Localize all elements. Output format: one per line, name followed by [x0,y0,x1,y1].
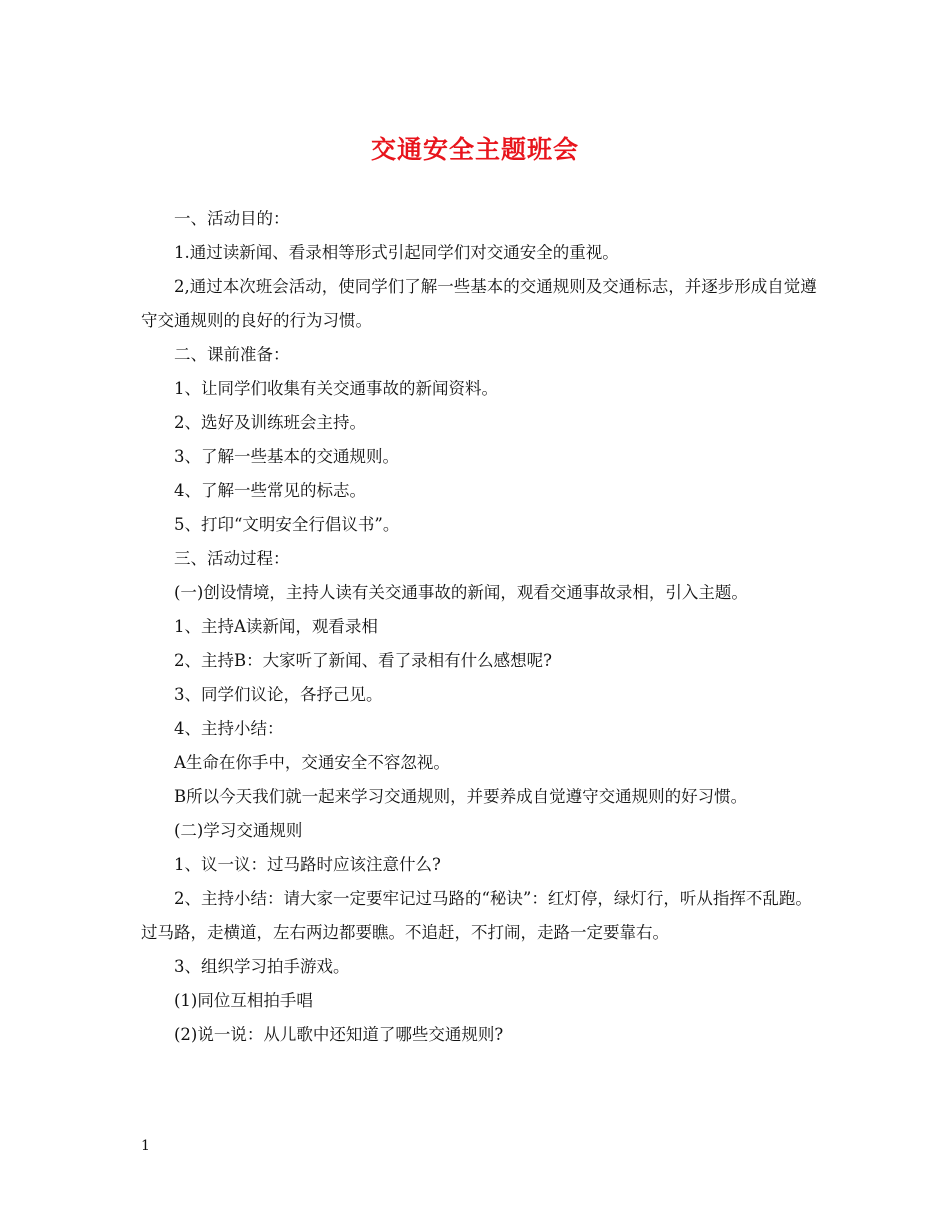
paragraph: A生命在你手中，交通安全不容忽视。 [174,753,450,772]
section-heading-process: 三、活动过程： [174,549,290,568]
paragraph: 3、同学们议论，各抒己见。 [174,685,383,704]
paragraph: 2、选好及训练班会主持。 [174,413,366,432]
section-heading-preparation: 二、课前准备： [174,345,290,364]
paragraph: 5、打印“文明安全行倡议书”。 [174,515,400,534]
paragraph: 1、主持A读新闻，观看录相 [174,617,378,636]
paragraph: 3、组织学习拍手游戏。 [174,957,350,976]
page-number: 1 [141,1138,150,1154]
paragraph: B所以今天我们就一起来学习交通规则，并要养成自觉遵守交通规则的好习惯。 [174,787,748,806]
paragraph: 1、让同学们收集有关交通事故的新闻资料。 [174,379,498,398]
paragraph: (二)学习交通规则 [174,821,303,840]
paragraph: 1、议一议：过马路时应该注意什么? [174,855,441,874]
paragraph: 2,通过本次班会活动，使同学们了解一些基本的交通规则及交通标志，并逐步形成自觉遵守交通规则的良好的行为习惯。 [141,277,817,330]
paragraph: 1.通过读新闻、看录相等形式引起同学们对交通安全的重视。 [174,243,619,262]
paragraph: (一)创设情境，主持人读有关交通事故的新闻，观看交通事故录相，引入主题。 [174,583,748,602]
document-title: 交通安全主题班会 [370,135,579,164]
paragraph: 4、了解一些常见的标志。 [174,481,366,500]
paragraph: (2)说一说：从儿歌中还知道了哪些交通规则? [174,1025,504,1044]
paragraph: 4、主持小结： [174,719,284,738]
paragraph: 2、主持小结：请大家一定要牢记过马路的“秘诀”：红灯停，绿灯行，听从指挥不乱跑。过马路，走横道，左右两边都要瞧。不追赶，不打闹，走路一定要靠右。 [141,889,812,942]
document-body [141,202,821,1052]
paragraph: (1)同位互相拍手唱 [174,991,313,1010]
paragraph: 2、主持B：大家听了新闻、看了录相有什么感想呢? [174,651,552,670]
section-heading-goals: 一、活动目的： [174,209,290,228]
paragraph: 3、了解一些基本的交通规则。 [174,447,399,466]
